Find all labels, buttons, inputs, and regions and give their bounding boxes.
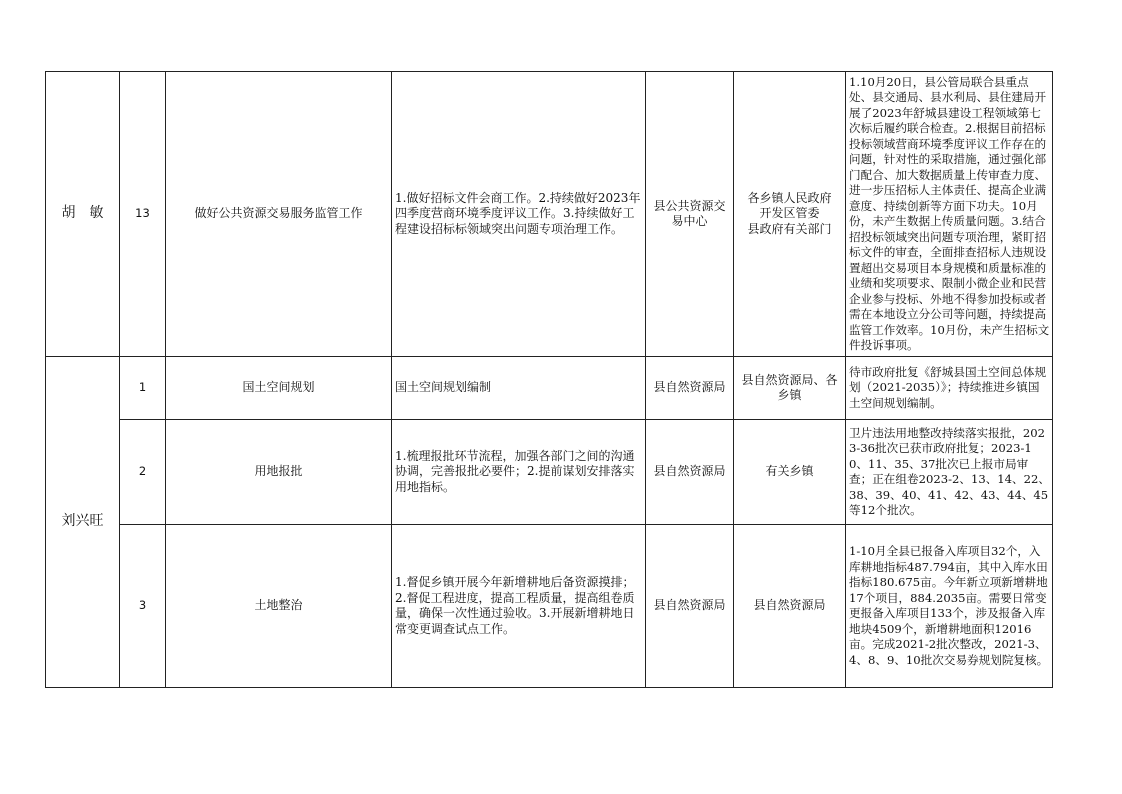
progress-cell: 卫片违法用地整改持续落实报批，2023-36批次已获市政府批复；2023-10、11、35、37批次已上报市局审查；正在组卷2023-2、13、14、22、38、39、40、41、42、43、44、45等12个批次。: [846, 420, 1053, 525]
task-number: 2: [120, 420, 166, 525]
coop-units: 县自然资源局: [734, 525, 846, 688]
lead-unit: 县自然资源局: [646, 420, 734, 525]
progress-cell: 1-10月全县已报备入库项目32个，入库耕地指标487.794亩，其中入库水田指标180.675亩。今年新立项新增耕地17个项目，884.2035亩。需要日常变更报备入库项目133个，涉及报备入库地块4509个，新增耕地面积12016亩。完成2021-2批次整改，2021-3、4、8、9、10批次交易券规划院复核。: [846, 525, 1053, 688]
lead-unit: 县自然资源局: [646, 357, 734, 420]
coop-unit-line: 县政府有关部门: [747, 221, 832, 236]
task-number: 1: [120, 357, 166, 420]
coop-units: [734, 72, 846, 357]
leader-cell: 胡 敏: [46, 72, 120, 357]
table-row: [46, 72, 1053, 357]
progress-cell: 待市政府批复《舒城县国土空间总体规划（2021-2035）》；持续推进乡镇国土空间规划编制。: [846, 357, 1053, 420]
table-row: [46, 420, 1053, 525]
coop-units: 县自然资源局、各乡镇: [734, 357, 846, 420]
coop-unit-line: 开发区管委: [759, 206, 820, 221]
coop-units: 有关乡镇: [734, 420, 846, 525]
lead-unit: 县自然资源局: [646, 525, 734, 688]
task-name: 做好公共资源交易服务监管工作: [166, 72, 392, 357]
task-measures: 国土空间规划编制: [392, 357, 646, 420]
coop-unit-line: 各乡镇人民政府: [747, 190, 832, 205]
task-measures: 1.做好招标文件会商工作。2.持续做好2023年四季度营商环境季度评议工作。3.持续做好工程建设招标标领域突出问题专项治理工作。: [392, 72, 646, 357]
table-row: [46, 357, 1053, 420]
work-task-table: [45, 71, 1053, 688]
lead-unit: 县公共资源交易中心: [646, 72, 734, 357]
task-measures: 1.梳理报批环节流程，加强各部门之间的沟通协调，完善报批必要件；2.提前谋划安排落实用地指标。: [392, 420, 646, 525]
progress-cell: 1.10月20日，县公管局联合县重点处、县交通局、县水利局、县住建局开展了2023年舒城县建设工程领域第七次标后履约联合检查。2.根据目前招标投标领域营商环境季度评议工作存在的问题，针对性的采取措施，通过强化部门配合、加大数据质量上传审查力度、进一步压招标人主体责任、提高企业满意度、持续创新等方面下功夫。10月份，未产生数据上传质量问题。3.结合招投标领域突出问题专项治理，紧盯招标文件的审查，全面排查招标人违规设置超出交易项目本身规模和质量标准的业绩和奖项要求、限制小微企业和民营企业参与投标、外地不得参加投标或者需在本地设立分公司等问题，持续提高监管工作效率。10月份，未产生招标文件投诉事项。: [846, 72, 1053, 357]
task-name: 土地整治: [166, 525, 392, 688]
task-number: 3: [120, 525, 166, 688]
task-measures: 1.督促乡镇开展今年新增耕地后备资源摸排；2.督促工程进度，提高工程质量，提高组卷质量，确保一次性通过验收。3.开展新增耕地日常变更调查试点工作。: [392, 525, 646, 688]
table-row: [46, 525, 1053, 688]
task-number: 13: [120, 72, 166, 357]
task-name: 用地报批: [166, 420, 392, 525]
task-name: 国土空间规划: [166, 357, 392, 420]
leader-cell: 刘兴旺: [46, 357, 120, 688]
